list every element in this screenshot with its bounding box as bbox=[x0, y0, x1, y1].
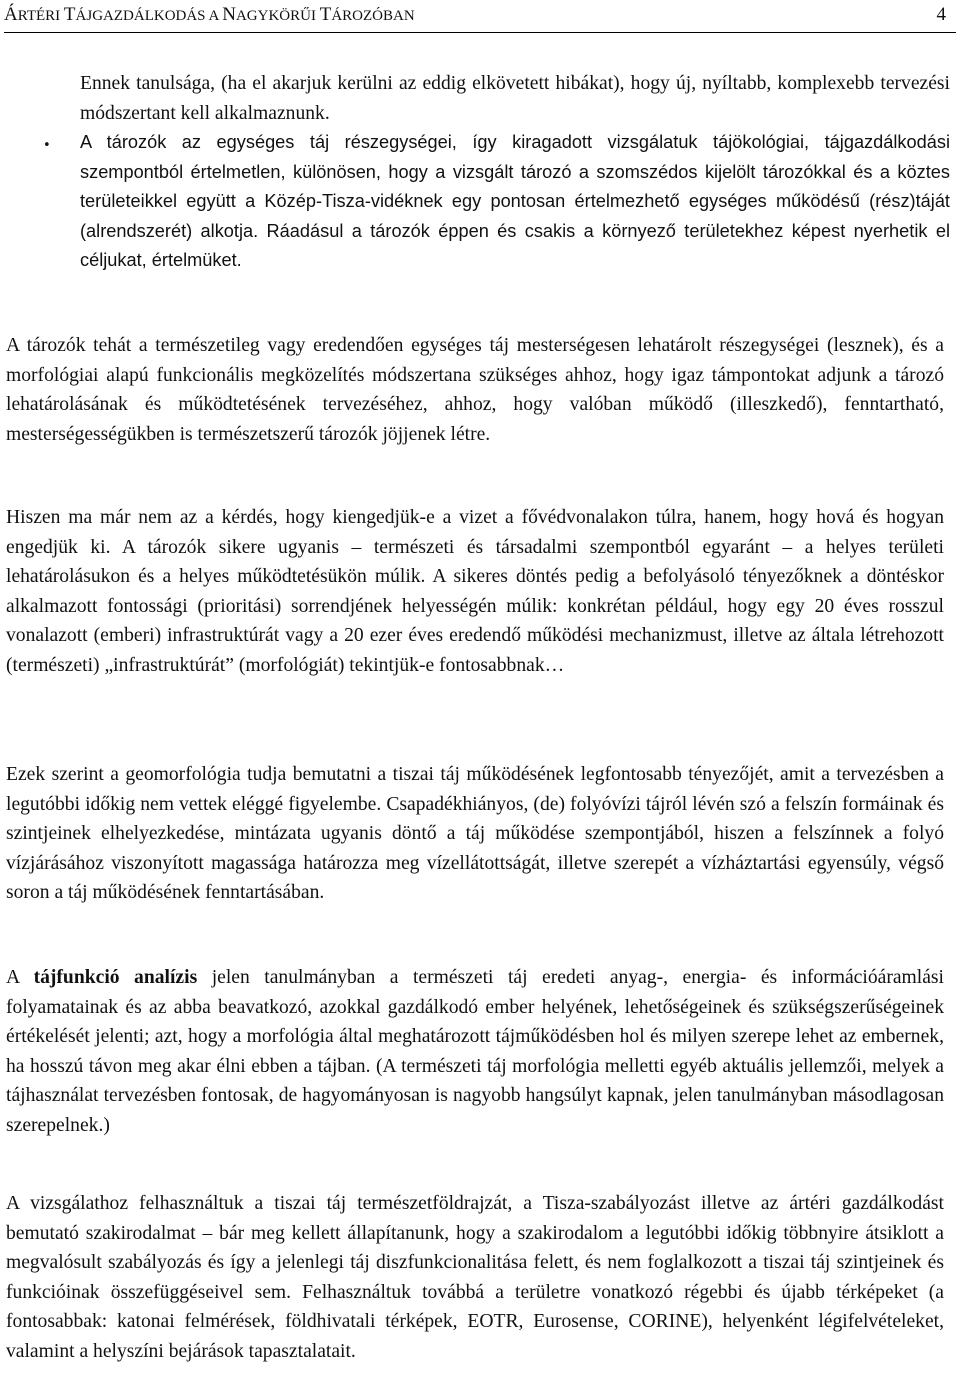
intro-continuation-block bbox=[80, 69, 950, 128]
paragraph-text: Ezek szerint a geomorfológia tudja bemutatni a tiszai táj működésének legfontosabb tényezőjét, amit a tervezésben a legutóbbi időkig nem vettek eléggé figyelembe. Csapadékhiányos, (de) folyóvízi tájról lévén szó a felszín formáinak és szintjeinek elhelyezkedése, mintázata ugyanis döntő a táj működése szempontjából, hiszen a felszínnek a folyó vízjárásához viszonyított magassága határozza meg vízellátottságát, illetve szerepét a vízháztartási egyensúly, végső soron a táj működésének fenntartásában. bbox=[6, 764, 944, 903]
paragraph-vizsgalathoz bbox=[6, 1189, 944, 1366]
paragraph-geomorfologia bbox=[6, 760, 944, 908]
page-number: 4 bbox=[936, 4, 946, 25]
paragraph-hiszen bbox=[6, 503, 944, 680]
running-header-title: ÁRTÉRI TÁJGAZDÁLKODÁS A NAGYKÖRŰI TÁROZÓBAN bbox=[4, 4, 415, 25]
paragraph-tarozok bbox=[6, 331, 944, 449]
bullet-paragraph bbox=[80, 128, 950, 276]
bullet-text-b: Ráadásul a tározók éppen és csakis a környező területekhez képest nyerhetik el céljukat, értelmüket. bbox=[80, 220, 950, 270]
paragraph-text: A tározók tehát a természetileg vagy eredendően egységes táj mesterségesen lehatárolt részegységei (lesznek), és a morfológiai alapú funkcionális megközelítés módszertana szükséges ahhoz, hogy igaz támpontokat adjunk a tározó lehatárolásának és működtetésének tervezéséhez, ahhoz, hogy valóban működő (illeszkedő), fenntartható, mesterségességükben is természetszerű tározók jöjjenek létre. bbox=[6, 335, 944, 445]
bullet-icon: • bbox=[43, 138, 51, 153]
running-header bbox=[4, 2, 950, 28]
paragraph-text: A vizsgálathoz felhasználtuk a tiszai táj természetföldrajzát, a Tisza-szabályozást illetve az ártéri gazdálkodást bemutató szakirodalmat – bár meg kellett állapítanunk, hogy a szakirodalom a legutóbbi időkig többnyire átsiklott a megvalósult szabályozás és így a jelenlegi táj diszfunkcionalitása felett, és nem foglalkozott a tiszai táj szintjeinek és funkcióinak összefüggéseivel sem. Felhasználtuk továbbá a területre vonatkozó régebbi és újabb térképeket (a fontosabbak: katonai felmérések, földhivatali térképek, EOTR, Eurosense, CORINE), helyenként légifelvételeket, valamint a helyszíni bejárások tapasztalatait. bbox=[6, 1193, 944, 1362]
paragraph-text: A tájfunkció analízis jelen tanulmányban a természeti táj eredeti anyag-, energia- és információáramlási folyamatainak és az abba beavatkozó, azokkal gazdálkodó ember helyének, lehetőségeinek és szükségszerűségeinek értékelését jelenti; azt, hogy a morfológia által meghatározott tájműködésben hol és milyen szerepe lehet az embernek, ha hosszú távon meg akar élni ebben a tájban. (A természeti táj morfológia melletti egyéb aktuális jellemzői, melyek a tájhasználat tervezésben fontosak, de hagyományosan is nagyobb hangsúlyt kapnak, jelen tanulmányban másodlagosan szerepelnek.) bbox=[6, 967, 944, 1136]
header-rule bbox=[4, 32, 956, 33]
bullet-text-a: A tározók az egységes táj részegységei, így kiragadott vizsgálatuk tájökológiai, tájgazdálkodási szempontból értelmetlen, különösen, hogy a vizsgált tározó a szomszédos kijelölt tározókkal és a köztes területeikkel együtt a Közép-Tisza-vidéknek egy pontosan értelmezhető egységes működésű (rész)táját (alrendszerét) alkotja. bbox=[80, 132, 950, 241]
intro-continuation-paragraph: Ennek tanulsága, (ha el akarjuk kerülni az eddig elkövetett hibákat), hogy új, nyíltabb, komplexebb tervezési módszertant kell alkalmaznunk. bbox=[80, 73, 950, 124]
bullet-item bbox=[80, 128, 950, 276]
paragraph-text: Hiszen ma már nem az a kérdés, hogy kiengedjük-e a vizet a fővédvonalakon túlra, hanem, hogy hová és hogyan engedjük ki. A tározók sikere ugyanis – természeti és társadalmi szempontból egyaránt – a helyes területi lehatárolásukon és a helyes működtetésükön múlik. A sikeres döntés pedig a befolyásoló tényezőknek a döntéskor alkalmazott fontossági (prioritási) sorrendjének helyességén múlik: konkrétan például, hogy egy 20 éves rosszul vonalazott (emberi) infrastruktúrát vagy a 20 ezer éves eredendő működési mechanizmust, illetve az általa létrehozott (természeti) „infrastruktúrát” (morfológiát) tekintjük-e fontosabbnak… bbox=[6, 507, 944, 676]
paragraph-tajfunkcio bbox=[6, 963, 944, 1140]
term-tajfunkcio-analizis: tájfunkció analízis bbox=[33, 967, 198, 988]
